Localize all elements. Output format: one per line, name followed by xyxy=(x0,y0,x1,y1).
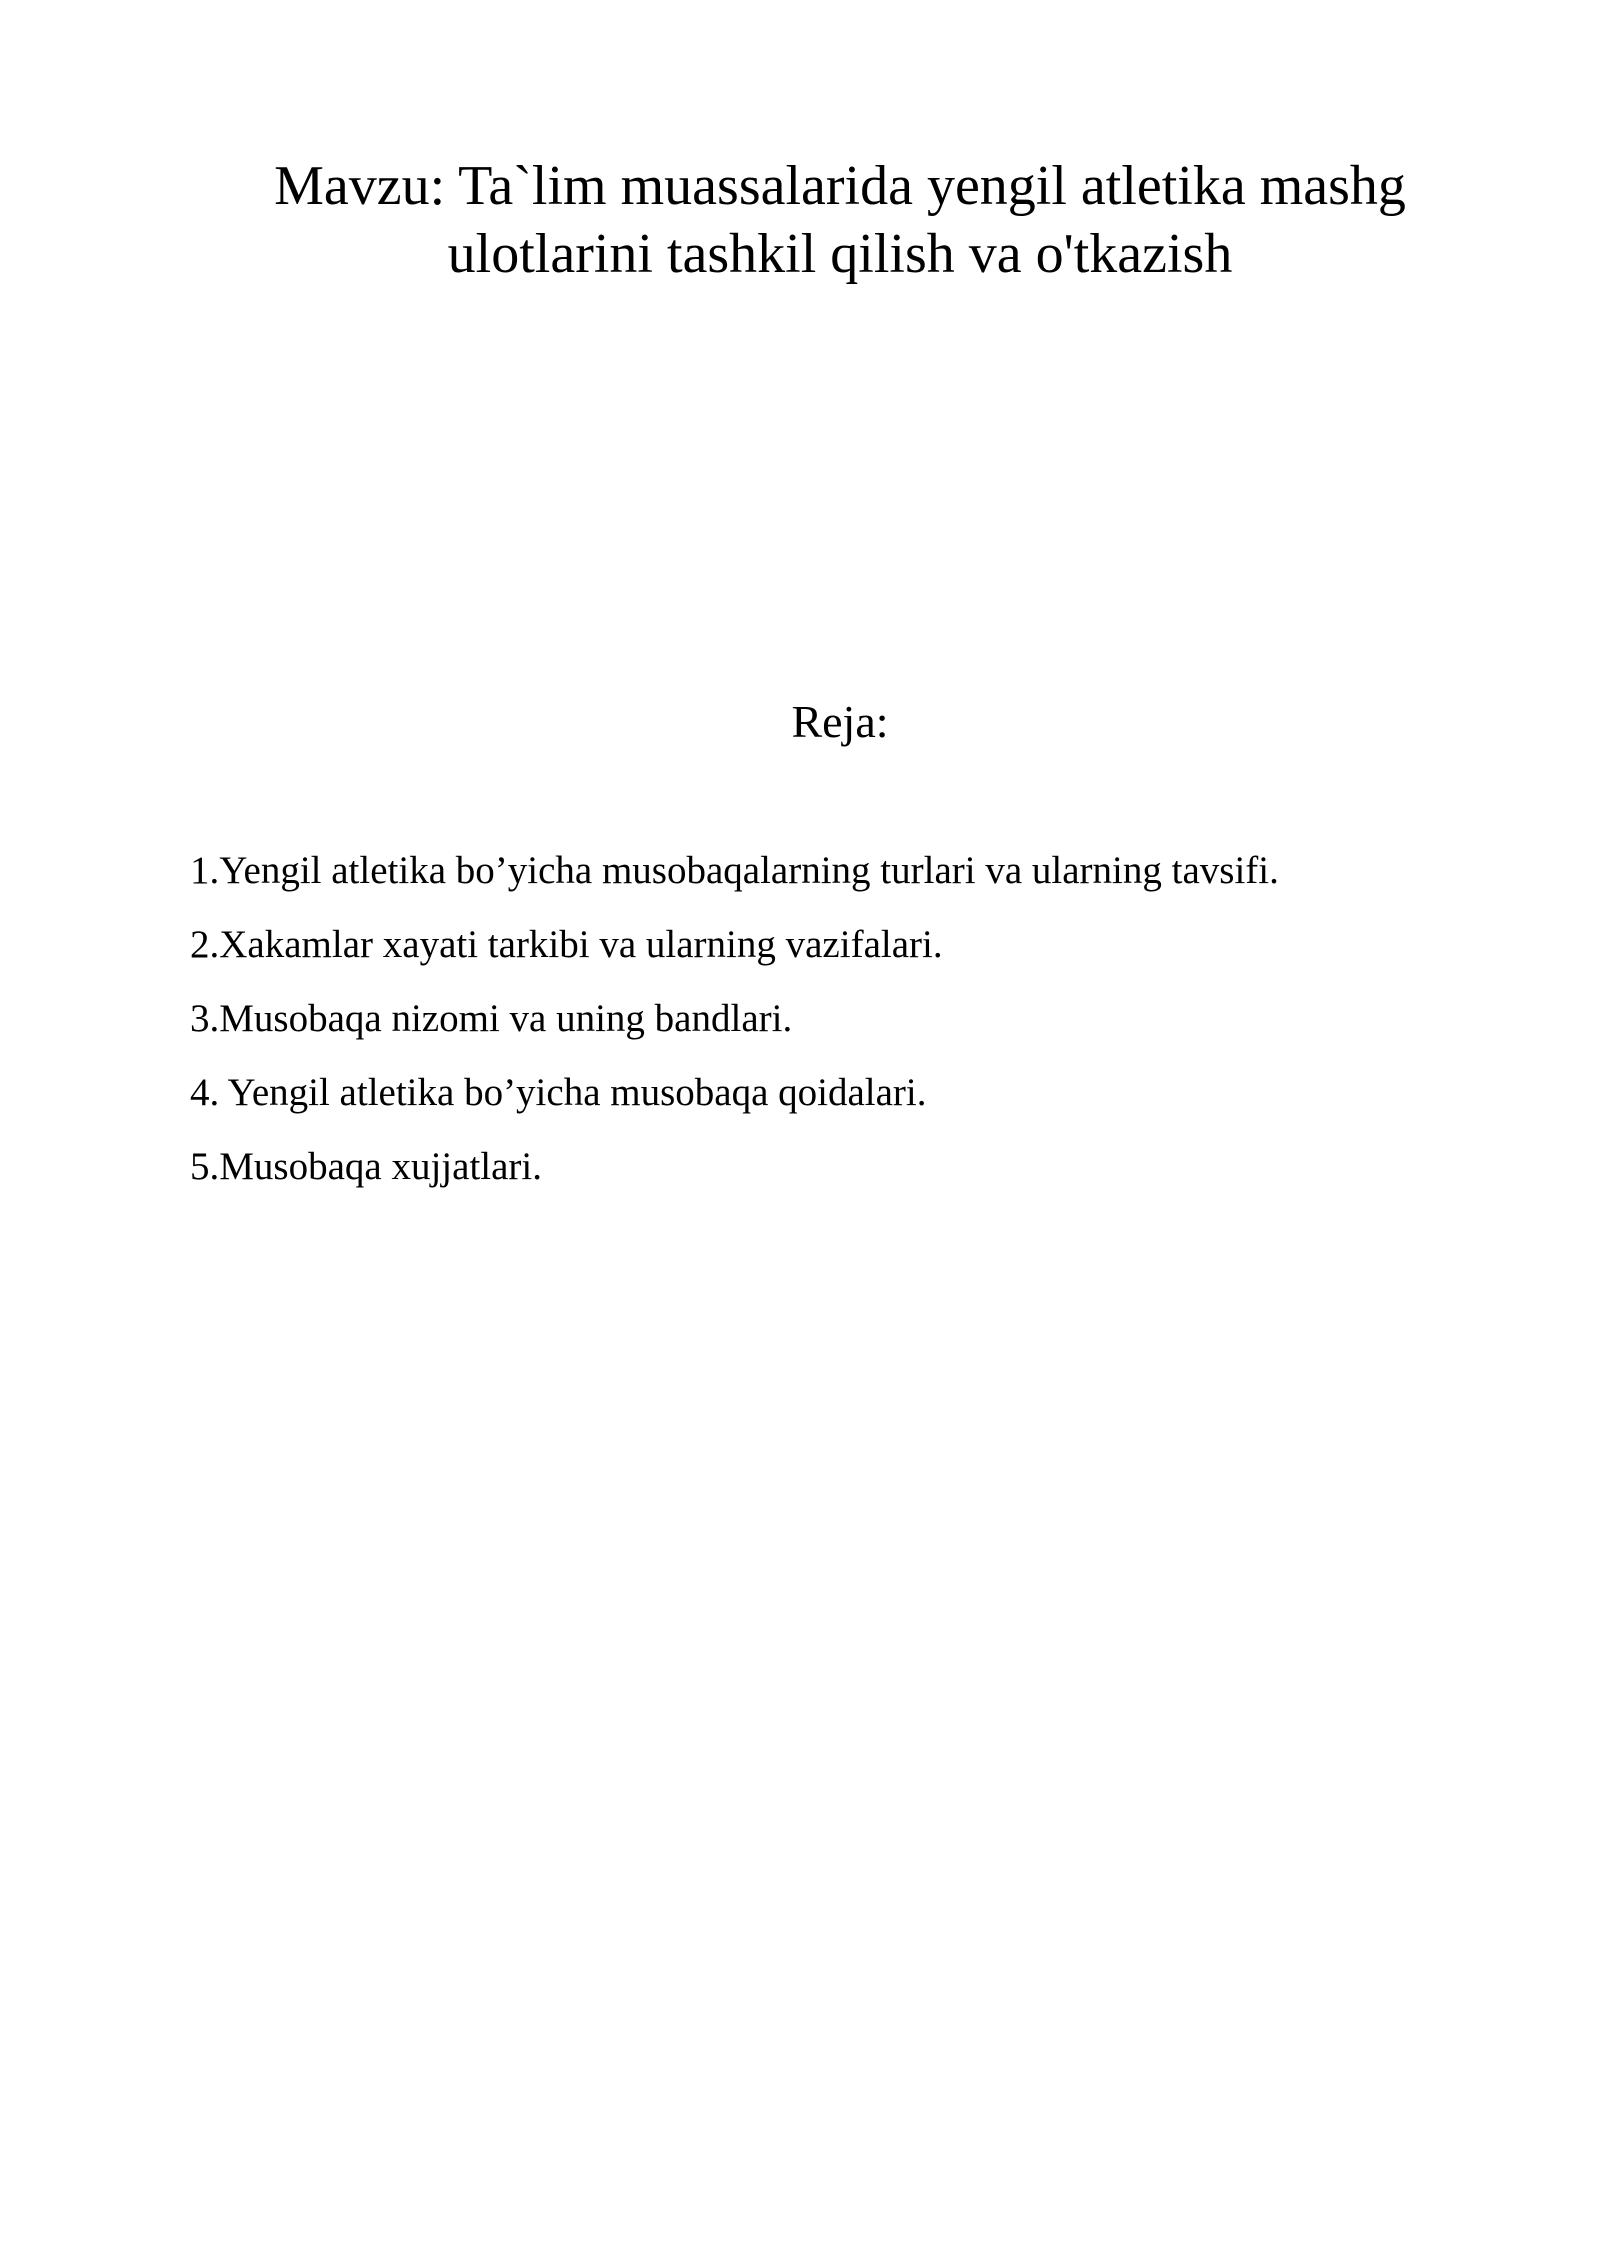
plan-heading: Reja: xyxy=(791,696,889,747)
plan-item-3: 3.Musobaqa nizomi va uning bandlari. xyxy=(190,997,793,1040)
plan-item-1: 1.Yengil atletika bo’yicha musobaqalarning turlari va ularning tavsifi. xyxy=(190,849,1279,892)
plan-item-2: 2.Xakamlar xayati tarkibi va ularning vazifalari. xyxy=(190,923,943,966)
document-title-line-1: Mavzu: Ta`lim muassalarida yengil atletika mashg xyxy=(274,155,1406,217)
document-title-line-2: ulotlarini tashkil qilish va o'tkazish xyxy=(447,223,1233,285)
plan-item-5: 5.Musobaqa xujjatlari. xyxy=(190,1145,543,1188)
document-title xyxy=(200,152,1480,288)
plan-list xyxy=(190,848,1279,1218)
plan-item-4: 4. Yengil atletika bo’yicha musobaqa qoidalari. xyxy=(190,1071,927,1114)
